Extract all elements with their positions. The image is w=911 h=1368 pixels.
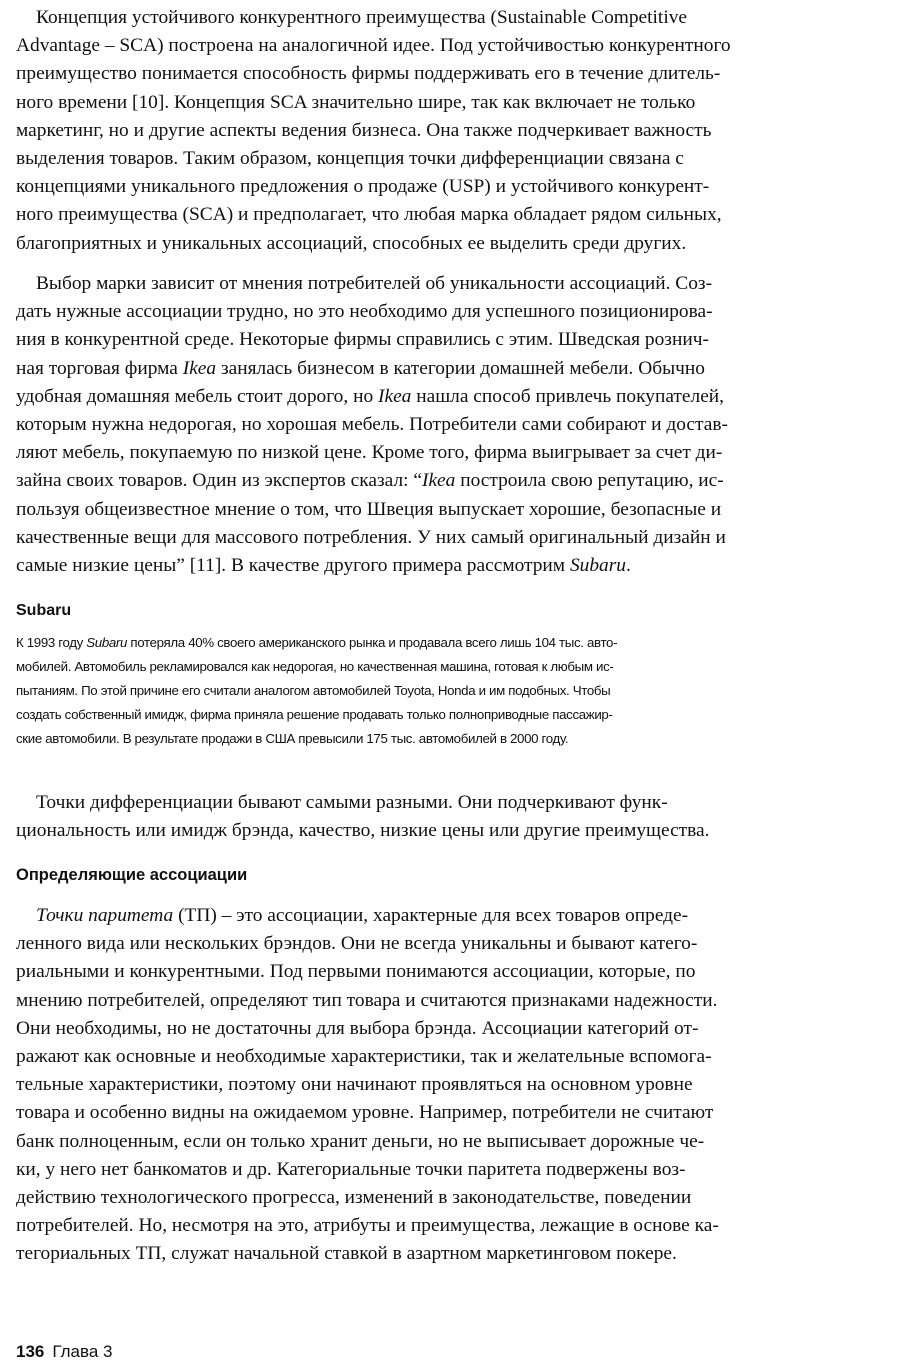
text-line: ного преимущества (SCA) и предполагает, что любая марка обладает рядом сильных, — [16, 204, 722, 226]
text-line: пользуя общеизвестное мнение о том, что Швеция выпускает хорошие, безопасные и — [16, 498, 722, 520]
text-line: ражают как основные и необходимые характеристики, так и желательные вспомога- — [16, 1046, 712, 1068]
text-line: зайна своих товаров. Один из экспертов сказал: “Ikea построила свою репутацию, ис- — [16, 470, 724, 492]
text-line: концепциями уникального предложения о продаже (USP) и устойчивого конкурент- — [16, 176, 710, 198]
text-line: Концепция устойчивого конкурентного преимущества (Sustainable Competitive — [36, 7, 688, 28]
chapter-label: Глава 3 — [52, 1342, 113, 1361]
paragraph-differentiation — [16, 789, 900, 845]
text-line: Точки паритета (ТП) – это ассоциации, характерные для всех товаров опреде- — [36, 905, 689, 926]
text-line: ная торговая фирма Ikea занялась бизнесом в категории домашней мебели. Обычно — [16, 357, 705, 379]
text-line: ские автомобили. В результате продажи в США превысили 175 тыс. автомобилей в 2000 году. — [16, 731, 569, 747]
text-line: мнению потребителей, определяют тип товара и считаются признаками надежности. — [16, 989, 718, 1011]
text-line: удобная домашняя мебель стоит дорого, но Ikea нашла способ привлечь покупателей, — [16, 385, 725, 407]
case-box-text — [16, 631, 900, 751]
paragraph-sca — [16, 4, 900, 258]
text-line: циональность или имидж брэнда, качество, низкие цены или другие преимущества. — [16, 820, 710, 842]
text-line: товара и особенно видны на ожидаемом уровне. Например, потребители не считают — [16, 1102, 714, 1124]
book-page — [16, 0, 900, 1368]
page-footer — [16, 1341, 112, 1363]
paragraph-parity — [16, 902, 900, 1269]
text-line: К 1993 году Subaru потеряла 40% своего американского рынка и продавала всего лишь 104 тыс. авто- — [16, 635, 618, 650]
text-line: ного времени [10]. Концепция SCA значительно шире, так как включает не только — [16, 91, 696, 113]
text-line: ленного вида или нескольких брэндов. Они не всегда уникальны и бывают катего- — [16, 933, 698, 955]
text-line: ния в конкурентной среде. Некоторые фирмы справились с этим. Шведская рознич- — [16, 329, 709, 351]
case-box-title: Subaru — [16, 602, 72, 619]
text-line: Advantage – SCA) построена на аналогичной идее. Под устойчивостью конкурентного — [16, 35, 731, 57]
brand-name-subaru: Subaru — [86, 635, 128, 650]
text-line: тегориальных ТП, служат начальной ставкой в азартном маркетинговом покере. — [16, 1243, 677, 1265]
brand-name-ikea: Ikea — [421, 470, 456, 492]
section-heading: Определяющие ассоциации — [16, 866, 248, 884]
brand-name-ikea: Ikea — [378, 385, 412, 407]
text-line: благоприятных и уникальных ассоциаций, способных ее выделить среди других. — [16, 232, 687, 254]
text-line: Выбор марки зависит от мнения потребителей об уникальности ассоциаций. Соз- — [36, 273, 713, 294]
text-line: выделения товаров. Таким образом, концепция точки дифференциации связана с — [16, 148, 684, 170]
text-line: банк полноценным, если он только хранит деньги, но не выписывает дорожные че- — [16, 1130, 705, 1152]
brand-name-subaru: Subaru — [569, 555, 626, 577]
text-line: которым нужна недорогая, но хорошая мебель. Потребители сами собирают и достав- — [16, 414, 728, 436]
brand-name-ikea: Ikea — [182, 357, 217, 379]
text-line: дать нужные ассоциации трудно, но это необходимо для успешного позиционирова- — [16, 301, 713, 323]
text-line: Они необходимы, но не достаточны для выбора брэнда. Ассоциации категорий от- — [16, 1017, 699, 1039]
text-line: создать собственный имидж, фирма приняла решение продавать только полноприводные пассажир- — [16, 707, 613, 723]
text-line: потребителей. Но, несмотря на это, атрибуты и преимущества, лежащие в основе ка- — [16, 1215, 719, 1237]
paragraph-ikea — [16, 270, 900, 580]
text-line: риальными и конкурентными. Под первыми понимаются ассоциации, которые, по — [16, 961, 696, 983]
text-line: тельные характеристики, поэтому они начинают проявляться на основном уровне — [16, 1074, 693, 1096]
text-line: пытаниям. По этой причине его считали аналогом автомобилей Toyota, Honda и им подобных. Чтобы — [16, 683, 611, 699]
text-line: самые низкие цены” [11]. В качестве другого примера рассмотрим Subaru. — [16, 555, 631, 577]
text-line: Точки дифференциации бывают самыми разными. Они подчеркивают функ- — [36, 792, 668, 813]
text-line: качественные вещи для массового потребления. У них самый оригинальный дизайн и — [16, 526, 726, 548]
page-number: 136 — [16, 1342, 45, 1361]
text-line: мобилей. Автомобиль рекламировался как недорогая, но качественная машина, готовая к любым ис- — [16, 659, 614, 675]
text-line: ки, у него нет банкоматов и др. Категориальные точки паритета подвержены воз- — [16, 1158, 686, 1180]
text-line: маркетинг, но и другие аспекты ведения бизнеса. Она также подчеркивает важность — [16, 119, 712, 141]
text-line: действию технологического прогресса, изменений в законодательстве, поведении — [16, 1187, 692, 1209]
term-points-of-parity: Точки паритета — [36, 905, 174, 926]
text-line: преимущество понимается способность фирмы поддерживать его в течение длитель- — [16, 63, 721, 85]
text-line: ляют мебель, покупаемую по низкой цене. Кроме того, фирма выигрывает за счет ди- — [16, 442, 723, 464]
